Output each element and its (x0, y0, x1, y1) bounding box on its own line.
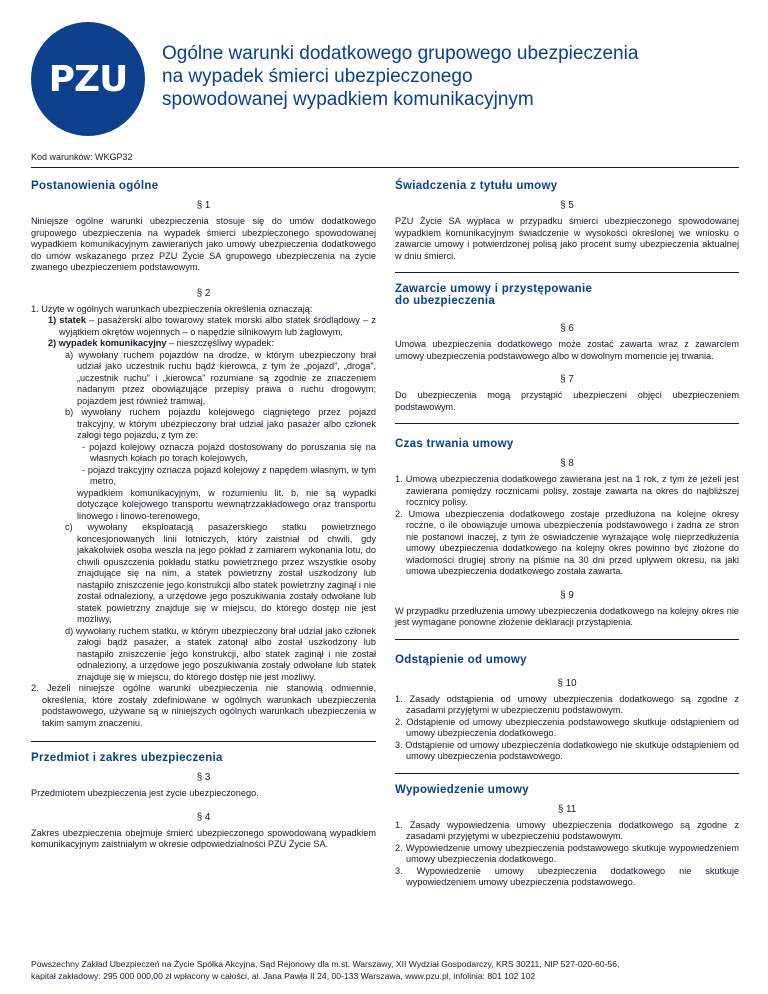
term: 2) wypadek komunikacyjny (48, 338, 167, 348)
section-title-conclusion (395, 283, 739, 307)
list-item: 1. Użyte w ogólnych warunkach ubezpieczenia określenia oznaczają: (31, 303, 313, 314)
section-divider (395, 272, 739, 273)
paragraph-text: W przypadku przedłużenia umowy ubezpieczenia dodatkowego na kolejny okres nie jest wymagane ponowne złożenie deklaracji przystąpienia. (395, 605, 739, 627)
list-item: - pojazd trakcyjny oznacza pojazd kolejowy z napędem własnym, w tym metro, (82, 464, 376, 486)
section-title-general: Postanowienia ogólne (31, 180, 159, 192)
right-column (395, 170, 739, 889)
list-item: b) wywołany ruchem pojazdu kolejowego ciągniętego przez pojazd trakcyjny, w którym ubezpieczony brał udział jako pasażer albo członek załogi tego pojazdu, z tym że: (65, 407, 376, 440)
paragraph-label: § 7 (560, 374, 574, 385)
section-divider (395, 423, 739, 424)
list-item: 2. Odstąpienie od umowy ubezpieczenia podstawowego skutkuje odstąpieniem od umowy ubezpieczenia dodatkowego. (395, 716, 739, 738)
withdrawal-list (395, 694, 739, 763)
paragraph-label: § 3 (196, 772, 211, 783)
list-item: d) wywołany ruchem statku, w którym ubezpieczony brał udział jako członek załogi bądź pasażer, a statek zatonął albo został uszkodzony lub nastąpiło zniszczenie jego konstrukcji, albo statek zaginął i nie został odnaleziony, a urzędowe jego poszukiwania zostały odwołane lub statek znajduje się w miejscu, do którego dostęp nie jest możliwy. (65, 625, 376, 682)
title-line-2: na wypadek śmierci ubezpieczonego (162, 66, 473, 87)
list-item: 3. Wypowiedzenie umowy ubezpieczenia dodatkowego nie skutkuje wypowiedzeniem umowy ubezpieczenia podstawowego. (395, 865, 739, 887)
footer-line: kapitał zakładowy: 295 000 000,00 zł wpłacony w całości, al. Jana Pawła II 24, 00-133 Warszawa, www.pzu.pl, infolinia: 801 102 102 (31, 971, 536, 981)
definition: – pasażerski albo towarowy statek morski albo statek śródlądowy – z wyjątkiem okrętów wojennych – o napędzie silnikowym lub żaglowym, (59, 315, 376, 337)
paragraph-label: § 4 (196, 811, 211, 823)
section-title-termination: Wypowiedzenie umowy (395, 783, 529, 796)
paragraph-text: Zakres ubezpieczenia obejmuje śmierć ubezpieczonego spowodowaną wypadkiem komunikacyjnym zaistniałym w okresie odpowiedzialności PZU Życie SA. (31, 827, 376, 849)
section-title-line: Zawarcie umowy i przystępowanie (395, 283, 593, 295)
title-line-3: spowodowanej wypadkiem komunikacyjnym (162, 89, 534, 110)
section-divider (395, 639, 739, 640)
document-title (162, 42, 722, 111)
footer-line: Powszechny Zakład Ubezpieczeń na Życie Spółka Akcyjna, Sąd Rejonowy dla m.st. Warszawy, XII Wydział Gospodarczy, KRS 30211, NIP 527-020-60-56, (31, 959, 620, 969)
list-item: wypadkiem komunikacyjnym, w rozumieniu lit. b, nie są wypadki dotyczące kolejowego transportu wewnątrzzakładowego oraz transportu linowego i linowo-terenowego, (77, 487, 376, 521)
company-footer (31, 958, 751, 982)
list-item: 2. Wypowiedzenie umowy ubezpieczenia podstawowego skutkuje wypowiedzeniem umowy ubezpieczenia dodatkowego. (395, 842, 739, 864)
section-title-scope: Przedmiot i zakres ubezpieczenia (31, 752, 223, 764)
paragraph-text: Przedmiotem ubezpieczenia jest życie ubezpieczonego. (31, 788, 259, 798)
paragraph-text: Do ubezpieczenia mogą przystąpić ubezpieczeni objęci ubezpieczeniem podstawowym. (395, 390, 739, 412)
term: 1) statek (48, 315, 86, 325)
paragraph-label: § 2 (196, 287, 211, 299)
list-item: a) wywołany ruchem pojazdów na drodze, w którym ubezpieczony brał udział jako uczestnik ruchu bądź kierowca, z tym że „pojazd”, „droga”, „uczestnik ruchu” i „kierowca” rozumiane są zgodnie ze znaczeniem nadanym przez obowiązujące przepisy prawa o ruchu drogowym; pojazdem jest również tramwaj, (65, 349, 376, 406)
list-item: 1. Zasady odstąpienia od umowy ubezpieczenia dodatkowego są zgodne z zasadami przyjętymi w ubezpieczeniu podstawowym. (395, 693, 739, 715)
list-item: 1. Umowa ubezpieczenia dodatkowego zawierana jest na 1 rok, z tym że jeżeli jest zawierana pomiędzy rocznicami polisy, zostaje zawarta na okres do najbliższej rocznicy polisy. (395, 474, 739, 507)
list-item: 2. Jeżeli niniejsze ogólne warunki ubezpieczenia nie stanowią odmiennie, określenia, które zostały zdefiniowane w ogólnych warunkach ubezpieczenia podstawowego, używane są w niniejszych ogólnych warunkach ubezpieczenia w takim samym znaczeniu. (31, 683, 376, 728)
conditions-code: Kod warunków: WKGP32 (31, 152, 133, 162)
paragraph-label: § 1 (196, 200, 211, 211)
list-item: 2. Umowa ubezpieczenia dodatkowego zostaje przedłużona na kolejne okresy roczne, o ile obowiązuje umowa ubezpieczenia podstawowego i żadna ze stron nie postanowi inaczej, z tym że oświadczenie wyrażające wolę nieprzedłużenia umowy ubezpieczenia dodatkowego na kolejny okres powinno być złożone do wiadomości drugiej strony na piśmie na 30 dni przed upływem okresu, na jaki umowa ubezpieczenia dodatkowego została zawarta. (395, 508, 739, 576)
list-item (31, 338, 376, 350)
list-item: 1. Zasady wypowiedzenia umowy ubezpieczenia dodatkowego są zgodne z zasadami przyjętymi w ubezpieczeniu podstawowym. (395, 819, 739, 841)
termination-list (395, 820, 739, 889)
paragraph-label: § 5 (560, 200, 574, 211)
definitions-list (31, 304, 376, 730)
paragraph-text: PZU Życie SA wypłaca w przypadku śmierci ubezpieczonego spowodowanej wypadkiem komunikacyjnym świadczenie w wysokości określonej we wniosku o zawarcie umowy i potwierdzonej polisą jako procent sumy ubezpieczenia aktualnej w dniu śmierci. (395, 216, 739, 261)
list-item: 3. Odstąpienie od umowy ubezpieczenia dodatkowego nie skutkuje odstąpieniem od umowy ubezpieczenia podstawowego. (395, 739, 739, 761)
section-divider (31, 741, 376, 742)
section-title-withdrawal: Odstąpienie od umowy (395, 653, 527, 666)
list-item: c) wywołany eksploatacją pasażerskiego statku powietrznego koncesjonowanych linii lotniczych, który zaistniał od chwili, gdy jakakolwiek osoba weszła na jego pokład z zamiarem wykonania lotu, do chwili opuszczenia pokładu statku powietrznego przez wszystkie osoby znajdujące się na nim, a statek powietrzny został uszkodzony lub nastąpiło zniszczenie jego konstrukcji albo statek powietrzny zaginął i nie został odnaleziony, a urzędowe jego poszukiwania zostały odwołane lub statek powietrzny znajduje się w miejscu, do którego dostęp nie jest możliwy, (65, 522, 376, 624)
pzu-logo (31, 22, 145, 136)
top-divider (31, 167, 739, 168)
duration-list (395, 474, 739, 578)
section-title-benefits: Świadczenia z tytułu umowy (395, 180, 558, 192)
section-divider (395, 773, 739, 774)
list-item: - pojazd kolejowy oznacza pojazd dostosowany do poruszania się na własnych kołach po torach kolejowych, (82, 441, 376, 463)
paragraph-label: § 6 (560, 323, 574, 334)
paragraph-text: Niniejsze ogólne warunki ubezpieczenia stosuje się do umów dodatkowego grupowego ubezpieczenia na wypadek śmierci ubezpieczonego spowodowanej wypadkiem komunikacyjnym zawieranych jako umowy ubezpieczenia dodatkowego do umów wskazanego przez PZU Życie SA grupowego ubezpieczenia na życie zwanego ubezpieczeniem podstawowym. (31, 216, 376, 272)
paragraph-label: § 10 (557, 677, 577, 689)
section-title-duration: Czas trwania umowy (395, 438, 514, 450)
section-title-line: do ubezpieczenia (395, 295, 496, 307)
paragraph-label: § 11 (557, 803, 577, 815)
title-line-1: Ogólne warunki dodatkowego grupowego ubezpieczenia (162, 43, 639, 64)
list-item (31, 315, 376, 338)
paragraph-text: Umowa ubezpieczenia dodatkowego może zostać zawarta wraz z zawarciem umowy ubezpieczenia podstawowego albo w dowolnym momencie jej trwania. (395, 339, 739, 361)
paragraph-label: § 8 (560, 458, 574, 469)
left-column (31, 170, 376, 851)
paragraph-label: § 9 (560, 589, 574, 601)
definition: – nieszczęśliwy wypadek: (166, 338, 274, 348)
logo-text: PZU (48, 58, 128, 100)
